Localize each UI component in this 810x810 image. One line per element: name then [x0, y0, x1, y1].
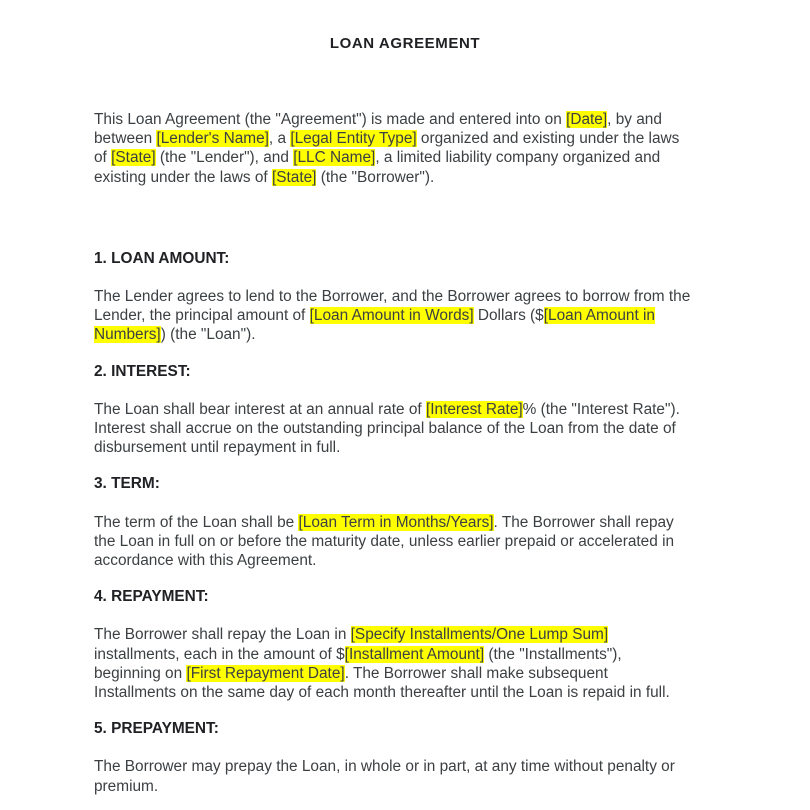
text-run: (the "Lender"), and	[155, 149, 294, 167]
text-run: organized and existing under the laws of	[94, 130, 680, 167]
text-run: , a	[268, 130, 291, 148]
placeholder-highlight: [State]	[111, 149, 156, 167]
text-run: The Borrower may prepay the Loan, in whole or in part, at any time without penalty or premium.	[94, 758, 675, 795]
text-run: The Loan shall bear interest at an annual rate of	[94, 400, 426, 418]
text-run: , a limited liability company organized and existing under the laws of	[94, 149, 661, 186]
placeholder-highlight: [Loan Amount in Numbers]	[94, 307, 655, 344]
placeholder-highlight: [LLC Name]	[293, 149, 376, 167]
placeholder-highlight: [State]	[271, 168, 317, 186]
text-run: The Borrower shall repay the Loan in	[94, 626, 351, 644]
sections-container	[94, 249, 716, 796]
placeholder-highlight: [Legal Entity Type]	[290, 130, 417, 148]
section-paragraph-1	[94, 287, 692, 345]
placeholder-highlight: [Loan Amount in Words]	[309, 307, 474, 325]
section-heading-1: 1. LOAN AMOUNT:	[94, 249, 230, 267]
text-run: . The Borrower shall make subsequent Installments on the same day of each month thereafter until the Loan is repaid in full.	[94, 664, 670, 702]
text-run: The Lender agrees to lend to the Borrower, and the Borrower agrees to borrow from the Lender, the principal amount of	[94, 288, 691, 325]
section-heading-3: 3. TERM:	[94, 475, 160, 493]
section-heading-2: 2. INTEREST:	[94, 362, 191, 380]
section-paragraph-2	[94, 400, 692, 458]
placeholder-highlight: [Lender's Name]	[156, 130, 269, 148]
document-content	[94, 36, 716, 810]
intro-paragraph	[94, 110, 692, 187]
section-heading-5: 5. PREPAYMENT:	[94, 720, 219, 738]
placeholder-highlight: [Interest Rate]	[425, 400, 523, 418]
placeholder-highlight: [Installment Amount]	[344, 645, 485, 663]
text-run: (the "Borrower").	[316, 168, 435, 186]
section-heading-4: 4. REPAYMENT:	[94, 588, 209, 606]
text-run: . The Borrower shall repay the Loan in full on or before the maturity date, unless earlier prepaid or accelerated in accordance with this Agreement.	[94, 513, 675, 570]
placeholder-highlight: [Loan Term in Months/Years]	[298, 513, 494, 531]
placeholder-highlight: [Date]	[566, 111, 608, 128]
text-run: installments, each in the amount of $	[94, 645, 345, 663]
text-run: This Loan Agreement (the "Agreement") is made and entered into on	[94, 111, 567, 128]
section-paragraph-4	[94, 625, 692, 702]
text-run: (the "Installments"), beginning on	[94, 645, 622, 682]
placeholder-highlight: [First Repayment Date]	[186, 664, 345, 682]
document-title: LOAN AGREEMENT	[329, 35, 481, 52]
text-run: The term of the Loan shall be	[94, 513, 299, 531]
placeholder-highlight: [Specify Installments/One Lump Sum]	[350, 626, 609, 644]
section-paragraph-3	[94, 513, 692, 571]
text-run: , by and between	[94, 111, 662, 148]
text-run: ) (the "Loan").	[160, 326, 256, 344]
text-run: % (the "Interest Rate"). Interest shall accrue on the outstanding principal balance of the Loan from the date of disbursement until repayment in full.	[94, 400, 680, 457]
text-run: Dollars ($	[473, 307, 544, 325]
section-paragraph-5	[94, 757, 692, 795]
